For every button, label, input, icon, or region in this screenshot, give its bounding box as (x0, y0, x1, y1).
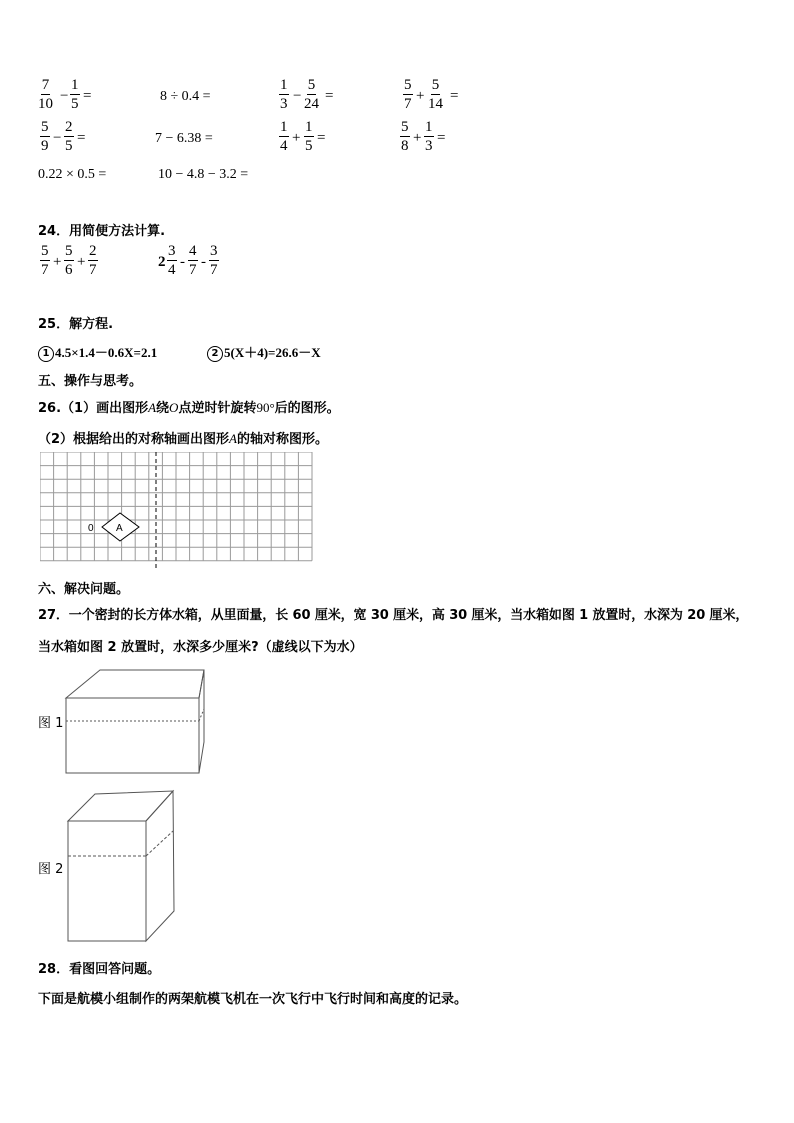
fraction: $\frac{5}{9}$ (41, 119, 49, 154)
fraction: $\frac{5}{6}$ (65, 243, 73, 278)
question-26-part-2: （2）根据给出的对称轴画出图形A的轴对称图形。 (38, 431, 329, 447)
tank-figure-2 (64, 786, 180, 946)
fraction: $\frac{5}{7}$ (41, 243, 49, 278)
question-24-title: 24．用简便方法计算. (38, 224, 166, 239)
fraction: $\frac{2}{7}$ (89, 243, 97, 278)
figure-1-label: 图 1 (38, 716, 64, 731)
equation-1: 1 4.5×1.4－0.6X=2.1 (38, 342, 157, 362)
tank-front-face (66, 698, 199, 773)
tank-front-face (68, 821, 146, 941)
fraction: $\frac{5}{24}$ (304, 77, 319, 112)
question-27-line-1: 27．一个密封的长方体水箱，从里面量，长 60 厘米，宽 30 厘米，高 30 厘米，当水箱如图 1 放置时，水深为 20 厘米， (38, 608, 749, 623)
tank-top-face (68, 791, 173, 821)
section-5-heading: 五、操作与思考。 (38, 374, 143, 389)
fraction: $\frac{5}{7}$ (404, 77, 412, 112)
tank-top-face (66, 670, 204, 698)
calc-expr: 10 − 4.8 − 3.2 = (158, 167, 249, 182)
question-27-line-2: 当水箱如图 2 放置时，水深多少厘米?（虚线以下为水） (38, 640, 363, 655)
grid-lines (40, 452, 312, 561)
question-25-title: 25．解方程. (38, 317, 114, 332)
fraction: $\frac{2}{5}$ (65, 119, 73, 154)
fraction: $\frac{1}{5}$ (305, 119, 313, 154)
question-28-text: 下面是航模小组制作的两架航模飞机在一次飞行中飞行时间和高度的记录。 (38, 992, 468, 1007)
fraction: $\frac{4}{7}$ (189, 243, 197, 278)
circled-number: 1 (38, 346, 54, 362)
circled-number: 2 (207, 346, 223, 362)
water-line-side (199, 709, 204, 721)
calc-expr: 7 − 6.38 = (155, 131, 213, 146)
question-26-part-1: 26.（1）画出图形A绕O点逆时针旋转90°后的图形。 (38, 400, 340, 416)
equation-2: 2 5(X＋4)=26.6－X (207, 342, 321, 362)
fraction: $\frac{5}{8}$ (401, 119, 409, 154)
fraction: $\frac{1}{3}$ (425, 119, 433, 154)
tank-figure-1 (60, 664, 208, 776)
tank-side-face (199, 670, 204, 773)
fraction: $\frac{1}{3}$ (280, 77, 288, 112)
shape-label: A (116, 523, 123, 534)
grid-figure (40, 452, 314, 570)
fraction: $\frac{5}{14}$ (428, 77, 443, 112)
section-6-heading: 六、解决问题。 (38, 582, 130, 597)
fraction: $\frac{3}{4}$ (168, 243, 176, 278)
question-28-title: 28．看图回答问题。 (38, 962, 161, 977)
fraction: $\frac{1}{4}$ (280, 119, 288, 154)
calc-expr: 0.22 × 0.5 = (38, 167, 107, 182)
fraction: $\frac{7}{10}$ (38, 77, 53, 112)
calc-expr: 8 ÷ 0.4 = (160, 89, 211, 104)
water-line-side (146, 831, 173, 856)
tank-side-face (146, 791, 174, 941)
origin-label: 0 (88, 523, 94, 534)
fraction: $\frac{3}{7}$ (210, 243, 218, 278)
fraction: $\frac{1}{5}$ (71, 77, 79, 112)
figure-2-label: 图 2 (38, 862, 64, 877)
